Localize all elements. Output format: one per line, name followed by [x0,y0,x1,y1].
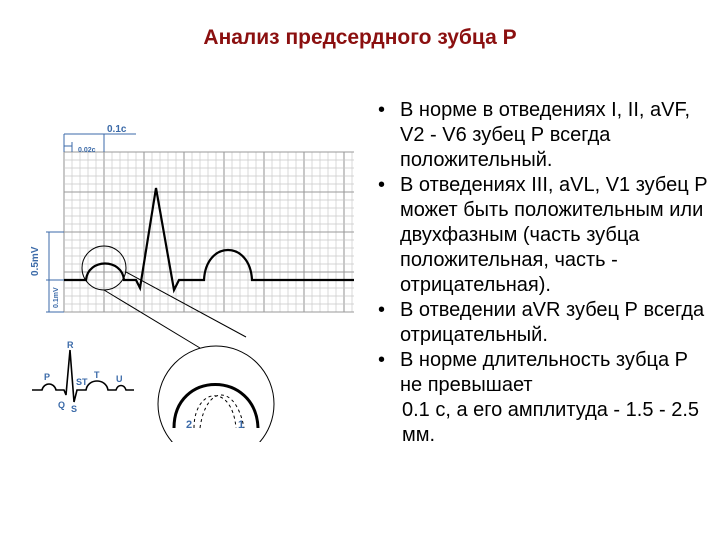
time-label-0.02s: 0.02c [78,147,96,154]
bullet-list [372,98,712,448]
wave-label-t: T [94,370,100,380]
wave-label-q: Q [58,400,66,410]
bullet-continuation: 0.1 с, а его амплитуда - 1.5 - 2.5 мм. [402,399,700,446]
slide-title: Анализ предсердного зубца Р [203,26,517,49]
bullet-item: • В норме в отведениях I, II, aVF, V2 - V6 зубец Р всегда положительный. [378,99,691,171]
bullet-item: • В отведении aVR зубец Р всегда отрицательный. [378,299,705,346]
labeled-ecg-complex [32,340,134,414]
time-scale [64,124,136,154]
wave-label-r: R [67,340,74,350]
zoom-label-2: 2 [186,419,193,431]
voltage-label-0.5mV: 0.5mV [30,246,41,276]
voltage-scale [30,232,64,312]
time-label-0.1s: 0.1c [107,124,127,135]
ecg-grid [64,152,354,312]
zoom-label-1: 1 [238,419,245,431]
bullet-item: • В норме длительность зубца Р не превышает 0.1 с, а его амплитуда - 1.5 - 2.5 мм. [372,348,712,448]
wave-label-st: ST [76,377,88,387]
voltage-label-0.1mV: 0.1mV [53,287,60,308]
wave-label-u: U [116,374,123,384]
wave-label-p: P [44,372,51,382]
p-wave-zoom [158,346,274,442]
ecg-p-wave-figure [24,112,364,442]
wave-label-s: S [71,404,78,414]
bullet-item: • В отведениях III, aVL, V1 зубец Р может быть положительным или двухфазным (часть зубца положительная, часть - отрицательная). [378,174,708,296]
ecg-trace [64,188,354,290]
